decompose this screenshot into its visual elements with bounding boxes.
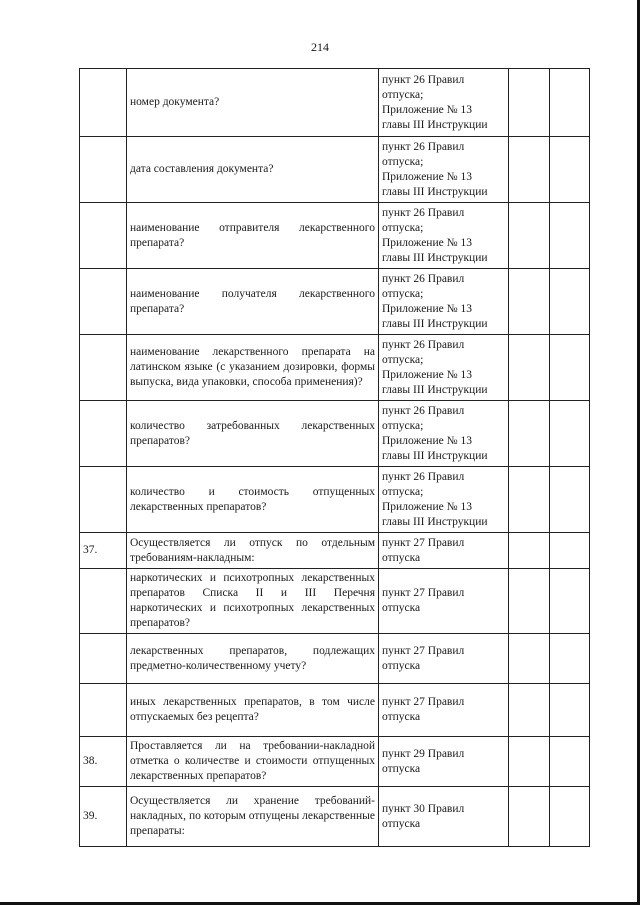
question-text: наименование получателя лекарственного препарата? (127, 269, 379, 335)
reference-line: пункт 26 Правил (382, 140, 465, 153)
answer-cell-yes (509, 533, 550, 569)
reference-line: отпуска; (382, 353, 424, 366)
legal-reference (379, 69, 509, 137)
answer-cell-yes (509, 569, 550, 634)
item-number (80, 137, 127, 203)
answer-cell-yes (509, 737, 550, 787)
answer-cell-no (550, 69, 590, 137)
answer-cell-no (550, 533, 590, 569)
answer-cell-no (550, 787, 590, 847)
table-row (80, 684, 590, 737)
table-row (80, 787, 590, 847)
answer-cell-no (550, 335, 590, 401)
item-number (80, 467, 127, 533)
item-number: 38. (80, 737, 127, 787)
legal-reference (379, 684, 509, 737)
item-number (80, 203, 127, 269)
reference-line: отпуска; (382, 155, 424, 168)
question-text: наименование лекарственного препарата на латинском языке (с указанием дозировки, формы выпуска, вида упаковки, способа применения)? (127, 335, 379, 401)
question-text: количество затребованных лекарственных препаратов? (127, 401, 379, 467)
table-row (80, 569, 590, 634)
reference-line: главы III Инструкции (382, 383, 488, 396)
table-row (80, 335, 590, 401)
legal-reference (379, 533, 509, 569)
checklist-table (79, 68, 590, 847)
item-number (80, 335, 127, 401)
table-row (80, 467, 590, 533)
reference-line: главы III Инструкции (382, 515, 488, 528)
answer-cell-yes (509, 203, 550, 269)
answer-cell-yes (509, 269, 550, 335)
reference-line: главы III Инструкции (382, 449, 488, 462)
table-row (80, 401, 590, 467)
answer-cell-no (550, 401, 590, 467)
reference-line: пункт 26 Правил (382, 338, 465, 351)
reference-line: пункт 27 Правил (382, 536, 465, 549)
answer-cell-yes (509, 684, 550, 737)
reference-line: пункт 27 Правил (382, 696, 465, 708)
reference-line: отпуска; (382, 485, 424, 498)
reference-line: отпуска (382, 817, 421, 830)
answer-cell-no (550, 269, 590, 335)
item-number (80, 684, 127, 737)
answer-cell-no (550, 467, 590, 533)
legal-reference (379, 569, 509, 634)
reference-line: отпуска (382, 711, 421, 723)
question-text: наркотических и психотропных лекарственных препаратов Списка II и III Перечня наркотических и психотропных лекарственных препаратов? (127, 569, 379, 634)
answer-cell-yes (509, 69, 550, 137)
answer-cell-yes (509, 335, 550, 401)
reference-line: Приложение № 13 (382, 236, 472, 249)
item-number (80, 401, 127, 467)
reference-line: пункт 27 Правил (382, 644, 465, 657)
legal-reference (379, 203, 509, 269)
reference-line: отпуска; (382, 88, 424, 101)
answer-cell-no (550, 684, 590, 737)
legal-reference (379, 634, 509, 684)
reference-line: отпуска; (382, 287, 424, 300)
table-row (80, 634, 590, 684)
reference-line: отпуска (382, 602, 421, 614)
table-row (80, 137, 590, 203)
item-number: 39. (80, 787, 127, 847)
table-row (80, 737, 590, 787)
reference-line: отпуска; (382, 221, 424, 234)
legal-reference (379, 737, 509, 787)
table-row (80, 203, 590, 269)
item-number (80, 69, 127, 137)
answer-cell-no (550, 634, 590, 684)
table-row (80, 269, 590, 335)
answer-cell-yes (509, 467, 550, 533)
reference-line: главы III Инструкции (382, 317, 488, 330)
question-text: Проставляется ли на требовании-накладной отметка о количестве и стоимости отпущенных лекарственных препаратов? (127, 737, 379, 787)
question-text: дата составления документа? (127, 137, 379, 203)
question-text: Осуществляется ли хранение требований-накладных, по которым отпущены лекарственные препараты: (127, 787, 379, 847)
answer-cell-no (550, 203, 590, 269)
reference-line: Приложение № 13 (382, 434, 472, 447)
answer-cell-yes (509, 787, 550, 847)
question-text: номер документа? (127, 69, 379, 137)
answer-cell-yes (509, 137, 550, 203)
table-row (80, 69, 590, 137)
reference-line: Приложение № 13 (382, 368, 472, 381)
reference-line: главы III Инструкции (382, 118, 488, 131)
answer-cell-no (550, 569, 590, 634)
page-number: 214 (311, 40, 329, 54)
reference-line: пункт 27 Правил (382, 587, 465, 599)
answer-cell-no (550, 137, 590, 203)
reference-line: отпуска (382, 659, 421, 672)
reference-line: Приложение № 13 (382, 500, 472, 513)
reference-line: отпуска; (382, 419, 424, 432)
legal-reference (379, 137, 509, 203)
reference-line: главы III Инструкции (382, 185, 488, 198)
answer-cell-no (550, 737, 590, 787)
legal-reference (379, 787, 509, 847)
reference-line: пункт 26 Правил (382, 404, 465, 417)
reference-line: отпуска (382, 551, 421, 564)
legal-reference (379, 335, 509, 401)
reference-line: пункт 30 Правил (382, 802, 465, 815)
question-text: Осуществляется ли отпуск по отдельным требованиям-накладным: (127, 533, 379, 569)
reference-line: Приложение № 13 (382, 103, 472, 116)
reference-line: пункт 26 Правил (382, 206, 465, 219)
answer-cell-yes (509, 401, 550, 467)
reference-line: отпуска (382, 762, 421, 775)
reference-line: главы III Инструкции (382, 251, 488, 264)
legal-reference (379, 269, 509, 335)
reference-line: пункт 29 Правил (382, 747, 465, 760)
item-number: 37. (80, 533, 127, 569)
legal-reference (379, 401, 509, 467)
question-text: лекарственных препаратов, подлежащих предметно-количественному учету? (127, 634, 379, 684)
reference-line: пункт 26 Правил (382, 272, 465, 285)
item-number (80, 634, 127, 684)
item-number (80, 269, 127, 335)
question-text: наименование отправителя лекарственного препарата? (127, 203, 379, 269)
reference-line: Приложение № 13 (382, 170, 472, 183)
question-text: иных лекарственных препаратов, в том числе отпускаемых без рецепта? (127, 684, 379, 737)
item-number (80, 569, 127, 634)
reference-line: Приложение № 13 (382, 302, 472, 315)
question-text: количество и стоимость отпущенных лекарственных препаратов? (127, 467, 379, 533)
legal-reference (379, 467, 509, 533)
reference-line: пункт 26 Правил (382, 73, 465, 86)
table-row (80, 533, 590, 569)
answer-cell-yes (509, 634, 550, 684)
reference-line: пункт 26 Правил (382, 470, 465, 483)
